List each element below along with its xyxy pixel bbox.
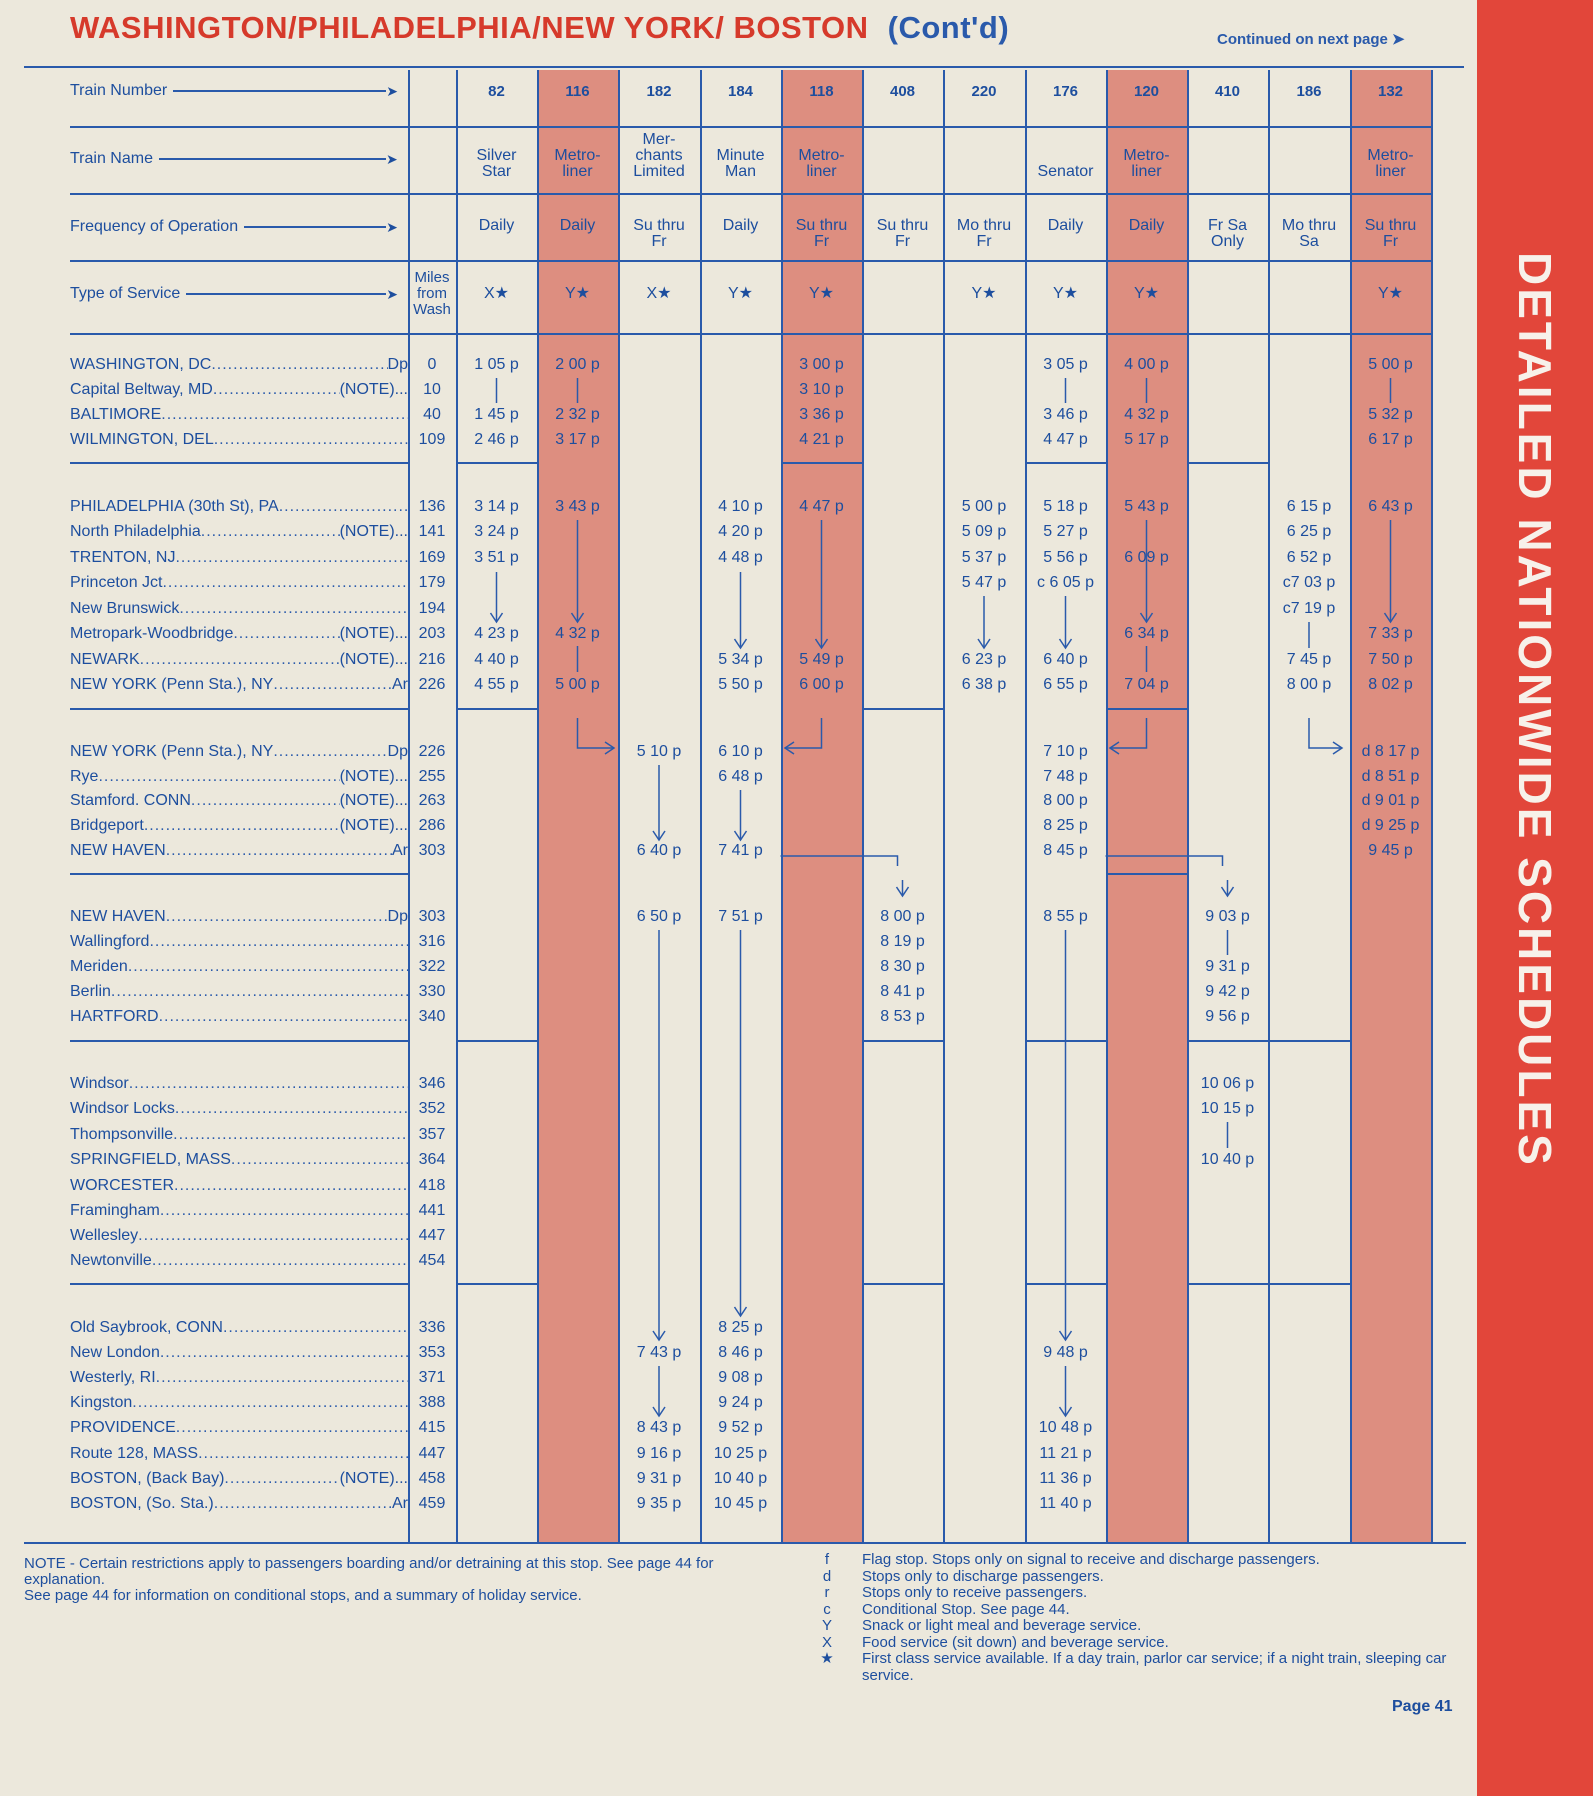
time-cell: 7 04 p — [1124, 676, 1169, 693]
time-cell: 4 21 p — [799, 431, 844, 448]
train-name: Metro- liner — [554, 147, 601, 180]
row-label-arrowhead: ➤ — [386, 219, 398, 235]
time-cell: 4 23 p — [474, 625, 519, 642]
station-label: NEW YORK (Penn Sta.), NY — [70, 676, 274, 693]
time-cell: 9 45 p — [1368, 842, 1413, 859]
legend-text: Conditional Stop. See page 44. — [862, 1600, 1070, 1618]
time-cell: 7 43 p — [636, 1344, 682, 1361]
station-label: WASHINGTON, DC — [70, 356, 212, 373]
note-restrictions: NOTE - Certain restrictions apply to passengers boarding and/or detraining at this stop. See page 44 for explanation. — [24, 1555, 714, 1588]
train-number: 120 — [1133, 83, 1160, 100]
time-cell: 10 45 p — [713, 1495, 768, 1512]
time-cell: 7 48 p — [1043, 768, 1088, 785]
train-frequency: Su thru Fr — [1364, 217, 1417, 250]
time-cell: 8 30 p — [880, 958, 925, 975]
legend-text: Stops only to discharge passengers. — [862, 1567, 1104, 1585]
time-cell: 8 43 p — [636, 1419, 682, 1436]
legend-text: First class service available. If a day train, parlor car service; if a night train, sleeping car service. — [862, 1650, 1447, 1684]
time-cell: 2 00 p — [555, 356, 600, 373]
train-service-type: X★ — [483, 285, 509, 302]
train-name: Silver Star — [476, 147, 517, 180]
station-tag: Ar — [392, 676, 408, 693]
time-cell: 4 10 p — [718, 498, 763, 515]
train-service-type: Y★ — [971, 285, 997, 302]
row-label-text: Train Name — [70, 150, 153, 167]
train-service-type: Y★ — [1377, 285, 1403, 302]
train-number: 184 — [727, 83, 754, 100]
time-cell: 4 40 p — [474, 651, 519, 668]
miles-value: 226 — [418, 676, 446, 693]
legend-row — [792, 1602, 1472, 1619]
legend-text: Flag stop. Stops only on signal to receive and discharge passengers. — [862, 1551, 1320, 1568]
station-label: NEWARK — [70, 651, 140, 668]
train-frequency: Su thru Fr — [633, 217, 685, 250]
miles-value: 179 — [418, 574, 446, 591]
train-number: 82 — [488, 83, 505, 100]
time-cell: 8 53 p — [880, 1008, 925, 1025]
station-tag: Ar — [392, 842, 408, 859]
train-number: 118 — [809, 83, 834, 100]
station-label: Kingston — [70, 1394, 133, 1411]
time-cell: c 6 05 p — [1037, 574, 1094, 591]
time-cell: 4 55 p — [474, 676, 519, 693]
station-label: PROVIDENCE — [70, 1419, 176, 1436]
time-cell: 3 10 p — [799, 381, 844, 398]
train-frequency: Su thru Fr — [876, 217, 929, 250]
time-cell: 6 09 p — [1124, 549, 1169, 566]
train-name: Mer- chants Limited — [633, 131, 685, 180]
station-tag: Dp — [387, 743, 408, 760]
miles-value: 330 — [418, 983, 446, 1000]
time-cell: 2 32 p — [555, 406, 600, 423]
time-cell: 8 00 p — [1043, 792, 1088, 809]
time-cell: 6 15 p — [1286, 498, 1332, 515]
time-cell: 9 31 p — [636, 1470, 682, 1487]
page-number: Page 41 — [1392, 1698, 1453, 1715]
time-cell: 6 10 p — [718, 743, 763, 760]
time-cell: 5 09 p — [961, 523, 1007, 540]
legend-key: Y — [821, 1617, 832, 1634]
time-cell: 7 50 p — [1368, 651, 1413, 668]
time-cell: 5 00 p — [555, 676, 600, 693]
miles-value: 286 — [418, 817, 446, 834]
miles-value: 216 — [418, 651, 446, 668]
train-frequency: Daily — [1128, 217, 1165, 234]
station-label: NEW HAVEN — [70, 842, 166, 859]
train-name: Minute Man — [716, 147, 765, 180]
station-label: New Brunswick — [70, 600, 180, 617]
time-cell: 10 40 p — [713, 1470, 768, 1487]
time-cell: 8 02 p — [1368, 676, 1413, 693]
station-tag: (NOTE)... — [339, 768, 408, 785]
sidebar-title: DETAILED NATIONWIDE SCHEDULES — [1509, 252, 1561, 1168]
station-label: Windsor Locks — [70, 1100, 175, 1117]
train-service-type: Y★ — [1133, 285, 1159, 302]
miles-value: 418 — [418, 1177, 446, 1194]
time-cell: 3 17 p — [555, 431, 600, 448]
station-label: Rye — [70, 768, 99, 785]
train-frequency: Daily — [559, 217, 596, 234]
time-cell: 6 25 p — [1286, 523, 1332, 540]
legend-key: f — [824, 1551, 830, 1568]
station-label: Wallingford — [70, 933, 150, 950]
train-service-type: Y★ — [727, 285, 753, 302]
legend-row — [792, 1651, 1472, 1684]
time-cell: d 8 51 p — [1361, 768, 1420, 785]
station-label: Princeton Jct — [70, 574, 163, 591]
time-cell: 8 00 p — [1286, 676, 1332, 693]
station-label: Bridgeport — [70, 817, 144, 834]
time-cell: 5 00 p — [961, 498, 1007, 515]
row-label-arrowhead: ➤ — [386, 286, 399, 302]
station-label: Metropark-Woodbridge — [70, 625, 234, 642]
row-label-text: Type of Service — [70, 285, 181, 302]
miles-header: Miles from Wash — [413, 269, 451, 318]
time-cell: 9 08 p — [718, 1369, 763, 1386]
station-label: BALTIMORE — [70, 406, 162, 423]
time-cell: 6 17 p — [1368, 431, 1413, 448]
train-frequency: Mo thru Fr — [956, 217, 1012, 250]
time-cell: 4 48 p — [718, 549, 763, 566]
time-cell: 8 41 p — [880, 983, 925, 1000]
time-cell: 3 24 p — [474, 523, 519, 540]
station-label: HARTFORD — [70, 1008, 159, 1025]
time-cell: 9 35 p — [636, 1495, 682, 1512]
time-cell: 9 56 p — [1205, 1008, 1250, 1025]
station-label: WILMINGTON, DEL — [70, 431, 214, 448]
legend-key: c — [823, 1600, 831, 1618]
row-label-text: Train Number — [70, 82, 168, 99]
miles-value: 371 — [418, 1369, 446, 1386]
station-label: New London — [70, 1344, 160, 1361]
miles-value: 458 — [418, 1470, 446, 1487]
miles-value: 357 — [418, 1126, 446, 1143]
time-cell: 6 52 p — [1286, 549, 1332, 566]
miles-value: 0 — [427, 356, 437, 373]
time-cell: 6 48 p — [718, 768, 763, 785]
station-tag: (NOTE)... — [339, 523, 408, 540]
time-cell: 6 40 p — [636, 842, 682, 859]
miles-value: 40 — [423, 406, 441, 423]
miles-value: 109 — [418, 431, 446, 448]
continued-note: Continued on next page ➤ — [1217, 31, 1405, 48]
time-cell: 11 21 p — [1039, 1445, 1092, 1462]
time-cell: d 9 25 p — [1361, 817, 1420, 834]
time-cell: c7 19 p — [1282, 600, 1336, 617]
legend — [792, 1552, 1472, 1684]
legend-key: ★ — [820, 1650, 834, 1667]
miles-value: 141 — [418, 523, 446, 540]
time-cell: 8 45 p — [1043, 842, 1088, 859]
miles-value: 10 — [423, 381, 441, 398]
time-cell: 10 25 p — [713, 1445, 768, 1462]
time-cell: 4 20 p — [718, 523, 763, 540]
miles-value: 441 — [418, 1202, 446, 1219]
time-cell: 1 45 p — [474, 406, 519, 423]
time-cell: 4 00 p — [1124, 356, 1169, 373]
station-tag: (NOTE)... — [339, 651, 408, 668]
time-cell: 1 05 p — [474, 356, 519, 373]
station-label: Stamford. CONN — [70, 792, 191, 809]
transfer-line — [1309, 718, 1342, 748]
time-cell: 10 06 p — [1200, 1075, 1255, 1092]
time-cell: 8 19 p — [880, 933, 925, 950]
legend-text: Snack or light meal and beverage service. — [862, 1617, 1142, 1634]
station-label: NEW YORK (Penn Sta.), NY — [70, 743, 274, 760]
miles-value: 226 — [418, 743, 446, 760]
station-label: SPRINGFIELD, MASS — [70, 1151, 231, 1168]
miles-value: 255 — [418, 768, 446, 785]
time-cell: 6 23 p — [961, 651, 1007, 668]
time-cell: 5 56 p — [1043, 549, 1088, 566]
note-conditional: See page 44 for information on conditional stops, and a summary of holiday service. — [24, 1587, 582, 1604]
time-cell: 11 36 p — [1039, 1470, 1092, 1487]
station-label: Berlin — [70, 983, 111, 1000]
time-cell: 6 43 p — [1368, 498, 1413, 515]
miles-value: 303 — [418, 908, 446, 925]
time-cell: 5 34 p — [718, 651, 763, 668]
row-label-arrowhead: ➤ — [385, 151, 398, 167]
time-cell: 4 32 p — [1124, 406, 1169, 423]
train-number: 116 — [565, 83, 590, 100]
time-cell: 5 17 p — [1124, 431, 1169, 448]
train-name: Metro- liner — [1367, 147, 1414, 180]
station-label: Framingham — [70, 1202, 160, 1219]
miles-value: 203 — [418, 625, 446, 642]
miles-value: 454 — [418, 1252, 446, 1269]
time-cell: 3 43 p — [555, 498, 600, 515]
train-number: 220 — [971, 83, 997, 100]
station-tag: (NOTE)... — [339, 1470, 408, 1487]
train-frequency: Su thru Fr — [795, 217, 848, 250]
time-cell: 7 51 p — [718, 908, 763, 925]
station-tag: (NOTE)... — [339, 817, 408, 834]
miles-value: 303 — [418, 842, 446, 859]
time-cell: 7 41 p — [718, 842, 763, 859]
train-number: 186 — [1296, 83, 1322, 100]
time-cell: 5 00 p — [1368, 356, 1413, 373]
station-label: North Philadelphia — [70, 523, 201, 540]
time-cell: 8 55 p — [1043, 908, 1088, 925]
station-label: Newtonville — [70, 1252, 152, 1269]
train-service-type: Y★ — [564, 285, 590, 302]
time-cell: 6 40 p — [1043, 651, 1088, 668]
time-cell: 4 47 p — [799, 498, 844, 515]
station-tag: Dp — [387, 908, 408, 925]
miles-value: 447 — [418, 1445, 446, 1462]
time-cell: 3 46 p — [1043, 406, 1088, 423]
time-cell: 9 16 p — [636, 1445, 682, 1462]
notes-block — [24, 1556, 744, 1604]
time-cell: 11 40 p — [1039, 1495, 1092, 1512]
time-cell: 9 52 p — [718, 1419, 763, 1436]
station-label: NEW HAVEN — [70, 908, 166, 925]
time-cell: 10 48 p — [1038, 1419, 1093, 1436]
miles-value: 447 — [418, 1227, 446, 1244]
train-number: 176 — [1052, 83, 1079, 100]
train-name: Metro- liner — [798, 147, 845, 180]
time-cell: 8 25 p — [718, 1319, 763, 1336]
legend-text: Food service (sit down) and beverage service. — [862, 1633, 1169, 1651]
train-frequency: Daily — [478, 217, 515, 234]
legend-text: Stops only to receive passengers. — [862, 1584, 1088, 1601]
time-cell: 5 37 p — [961, 549, 1007, 566]
miles-value: 336 — [418, 1319, 446, 1336]
station-tag: (NOTE)... — [339, 381, 408, 398]
station-label: Wellesley — [70, 1227, 139, 1244]
legend-row — [792, 1635, 1472, 1652]
station-label: WORCESTER — [70, 1177, 174, 1194]
station-label: PHILADELPHIA (30th St), PA — [70, 498, 279, 515]
time-cell: 9 03 p — [1205, 908, 1250, 925]
miles-value: 169 — [418, 549, 446, 566]
time-cell: 3 00 p — [799, 356, 844, 373]
row-label-text: Frequency of Operation — [70, 218, 239, 235]
legend-key: r — [824, 1584, 830, 1601]
time-cell: 5 10 p — [636, 743, 682, 760]
train-service-type: X★ — [646, 285, 672, 302]
station-label: Capital Beltway, MD — [70, 381, 213, 398]
station-label: Thompsonville — [70, 1126, 174, 1143]
station-label: Westerly, RI — [70, 1369, 156, 1386]
train-number: 182 — [646, 83, 672, 100]
station-label: TRENTON, NJ — [70, 549, 176, 566]
station-tag: (NOTE)... — [339, 792, 408, 809]
train-frequency: Daily — [722, 217, 759, 234]
time-cell: 5 27 p — [1043, 523, 1088, 540]
time-cell: 9 42 p — [1205, 983, 1250, 1000]
train-number: 408 — [889, 83, 916, 100]
legend-key: d — [822, 1567, 832, 1585]
time-cell: 9 48 p — [1043, 1344, 1088, 1361]
legend-row — [792, 1618, 1472, 1635]
station-label: BOSTON, (Back Bay) — [70, 1470, 225, 1487]
station-tag: Ar — [392, 1495, 408, 1512]
miles-value: 194 — [418, 600, 446, 617]
time-cell: 10 40 p — [1200, 1151, 1255, 1168]
miles-value: 352 — [418, 1100, 446, 1117]
station-label: BOSTON, (So. Sta.) — [70, 1495, 214, 1512]
time-cell: 5 32 p — [1368, 406, 1413, 423]
train-name: Senator — [1037, 163, 1094, 180]
time-cell: 6 50 p — [636, 908, 682, 925]
train-number: 132 — [1377, 83, 1404, 100]
time-cell: 2 46 p — [474, 431, 519, 448]
time-cell: 5 49 p — [799, 651, 844, 668]
legend-key: X — [821, 1633, 832, 1651]
miles-value: 353 — [418, 1344, 446, 1361]
time-cell: 7 33 p — [1368, 625, 1413, 642]
miles-value: 340 — [418, 1008, 446, 1025]
time-cell: 5 43 p — [1124, 498, 1169, 515]
time-cell: 8 46 p — [718, 1344, 763, 1361]
time-cell: 9 31 p — [1205, 958, 1250, 975]
time-cell: 9 24 p — [718, 1394, 763, 1411]
time-cell: 3 36 p — [799, 406, 844, 423]
miles-value: 415 — [418, 1419, 446, 1436]
time-cell: 5 47 p — [961, 574, 1007, 591]
time-cell: 8 00 p — [880, 908, 925, 925]
train-frequency: Fr Sa Only — [1207, 217, 1248, 250]
miles-value: 459 — [418, 1495, 446, 1512]
time-cell: 4 47 p — [1043, 431, 1088, 448]
time-cell: 6 38 p — [961, 676, 1007, 693]
train-frequency: Mo thru Sa — [1281, 217, 1337, 250]
time-cell: 3 14 p — [474, 498, 519, 515]
time-cell: d 9 01 p — [1361, 792, 1420, 809]
train-number: 410 — [1214, 83, 1241, 100]
miles-value: 388 — [418, 1394, 446, 1411]
time-cell: 5 18 p — [1043, 498, 1088, 515]
station-tag: (NOTE)... — [339, 625, 408, 642]
row-label-arrowhead: ➤ — [386, 83, 398, 99]
legend-row — [792, 1585, 1472, 1602]
time-cell: 8 25 p — [1043, 817, 1088, 834]
miles-value: 322 — [418, 958, 446, 975]
time-cell: 6 00 p — [799, 676, 844, 693]
station-label: Route 128, MASS — [70, 1445, 199, 1462]
train-name: Metro- liner — [1123, 147, 1170, 180]
time-cell: 3 51 p — [474, 549, 519, 566]
title-main: WASHINGTON/PHILADELPHIA/NEW YORK/ BOSTON — [70, 10, 869, 45]
time-cell: 7 45 p — [1286, 651, 1332, 668]
station-label: Old Saybrook, CONN — [70, 1319, 223, 1336]
miles-value: 316 — [418, 933, 446, 950]
time-cell: 6 34 p — [1124, 625, 1169, 642]
title-cont: (Cont'd) — [887, 10, 1010, 45]
miles-value: 364 — [418, 1151, 446, 1168]
train-service-type: Y★ — [1052, 285, 1078, 302]
time-cell: 5 50 p — [718, 676, 763, 693]
legend-row — [792, 1552, 1472, 1569]
time-cell: 10 15 p — [1200, 1100, 1255, 1117]
train-service-type: Y★ — [808, 285, 834, 302]
station-label: Windsor — [70, 1075, 129, 1092]
connection-line — [1106, 856, 1223, 866]
legend-row — [792, 1569, 1472, 1586]
connection-line — [781, 856, 898, 866]
miles-value: 263 — [418, 792, 446, 809]
miles-value: 136 — [418, 498, 446, 515]
time-cell: c7 03 p — [1282, 574, 1336, 591]
station-tag: Dp — [387, 356, 408, 373]
train-frequency: Daily — [1047, 217, 1084, 234]
time-cell: 4 32 p — [555, 625, 600, 642]
time-cell: 6 55 p — [1043, 676, 1088, 693]
time-cell: 7 10 p — [1043, 743, 1088, 760]
time-cell: 3 05 p — [1043, 356, 1088, 373]
time-cell: d 8 17 p — [1361, 743, 1420, 760]
miles-value: 346 — [418, 1075, 446, 1092]
station-label: Meriden — [70, 958, 128, 975]
